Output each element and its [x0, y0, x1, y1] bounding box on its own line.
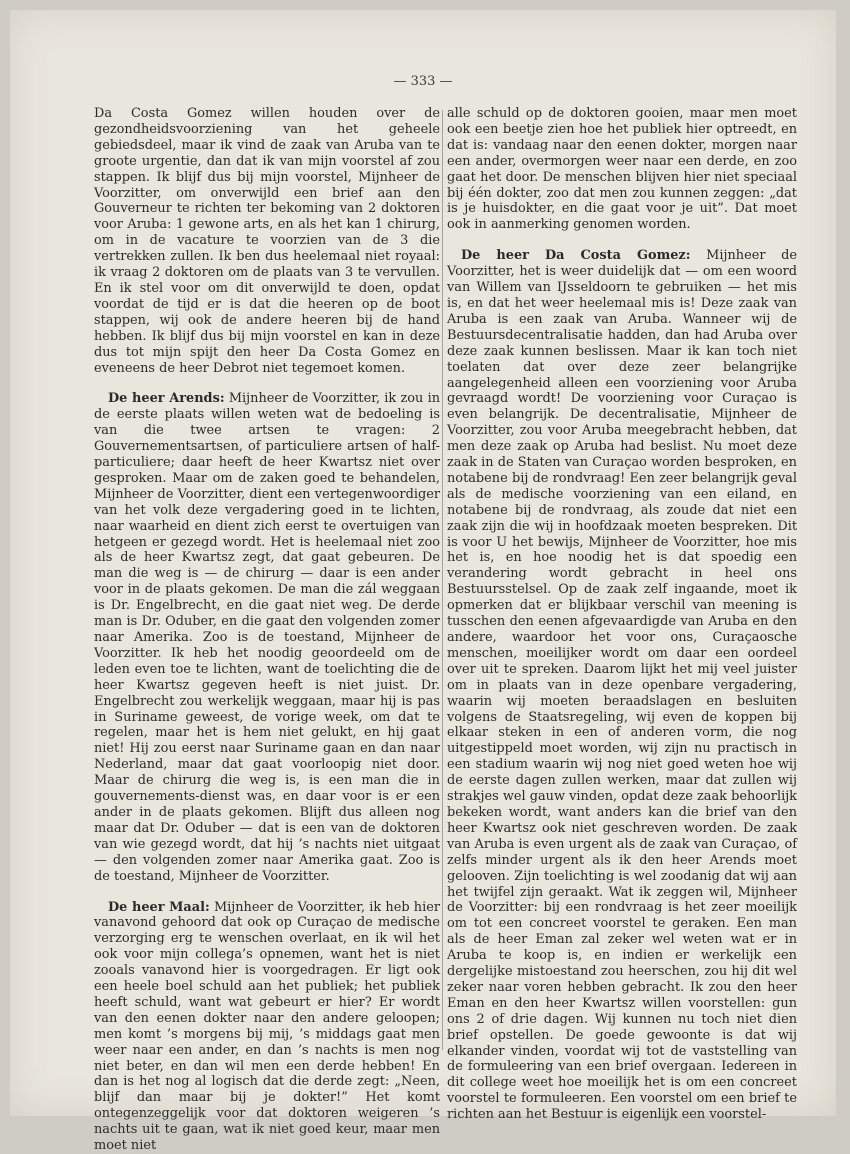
left-column [94, 106, 440, 1154]
paragraph [94, 106, 440, 376]
paragraph [94, 900, 440, 1154]
paragraph-text: Mijnheer de Voorzitter, ik heb hier vanavond gehoord dat ook op Curaçao de medische verzorging erg te wenschen overlaat, en ik wil het ook voor mijn collega’s opnemen, want het is niet zooals vanavond hier is voorgedragen. Er ligt ook een heele boel schuld aan het publiek; het publiek heeft schuld, want wat gebeurt er hier? Er wordt van den eenen dokter naar den andere geloopen; men komt ’s morgens bij mij, ’s middags gaat men weer naar een ander, en dan ’s nachts is men nog niet beter, en dan wil men een derde hebben! En dan is het nog al logisch dat die derde zegt: „Neen, blijf dan maar bij je dokter!” Het komt ontegenzeggelijk voor dat doktoren weigeren ’s nachts uit te gaan, wat ik niet goed keur, maar men moet niet [94, 900, 440, 1154]
speaker-name: De heer Maal: [108, 900, 210, 915]
paragraph-text: Mijnheer de Voorzitter, het is weer duidelijk dat — om een woord van Willem van IJsseldoorn te gebruiken — het mis is, en dat het weer heelemaal mis is! Deze zaak van Aruba is een zaak van Aruba. Wanneer wij de Bestuursdecentralisatie hadden, dan had Aruba over deze zaak kunnen beslissen. Maar ik kan toch niet toelaten dat over deze zeer belangrijke aangelegenheid alleen een voorziening voor Aruba gevraagd wordt! De voorziening voor Curaçao is even belangrijk. De decentralisatie, Mijnheer de Voorzitter, zou voor Aruba meegebracht hebben, dat men deze zaak op Aruba had beslist. Nu moet deze zaak in de Staten van Curaçao worden besproken, en notabene bij de rondvraag! Een zeer belangrijk geval als de medische voorziening van een eiland, en notabene bij de rondvraag, als zoude dat niet een zaak zijn die wij in hoofdzaak moeten bespreken. Dit is voor U het bewijs, Mijnheer de Voorzitter, hoe mis het is, en hoe noodig het is dat spoedig een verandering wordt gebracht in heel ons Bestuursstelsel. Op de zaak zelf ingaande, moet ik opmerken dat er blijkbaar verschil van meening is tusschen den eenen afgevaardigde van Aruba en den andere, waardoor het voor ons, Curaçaosche menschen, moeilijker wordt om daar een oordeel over uit te spreken. Daarom lijkt het mij veel juister om in plaats van in deze openbare vergadering, waarin wij moeten beraadslagen en besluiten volgens de Staatsregeling, wij even de koppen bij elkaar steken in een of anderen vorm, die nog uitgestippeld moet worden, wij zijn nu practisch in een stadium waarin wij nog niet goed weten hoe wij de eerste dagen zullen werken, maar dat zullen wij strakjes wel gauw vinden, opdat deze zaak behoorlijk bekeken wordt, want anders kan die brief van den heer Kwartsz ook niet geschreven worden. De zaak van Aruba is even urgent als de zaak van Curaçao, of zelfs minder urgent als ik den heer Arends moet gelooven. Zijn toelichting is wel zoodanig dat wij aan het twijfel zijn geraakt. Wat ik zeggen wil, Mijnheer de Voorzitter: bij een rondvraag is het zeer moeilijk om tot een concreet voorstel te geraken. Een man als de heer Eman zal zeker wel weten wat er in Aruba te koop is, en indien er werkelijk een dergelijke mistoestand zou heerschen, zou hij dit wel zeker naar voren hebben gebracht. Ik zou den heer Eman en den heer Kwartsz willen voorstellen: gun ons 2 of drie dagen. Wij kunnen nu toch niet dien brief opstellen. De goede gewoonte is dat wij elkander vinden, voordat wij tot de vaststelling van de formuleering van een brief overgaan. Iedereen in dit college weet hoe moeilijk het is om een concreet voorstel te formuleeren. Een voorstel om een brief te richten aan het Bestuur is eigenlijk een voorstel- [447, 248, 797, 1122]
speaker-name: De heer Arends: [108, 391, 225, 406]
speaker-name: De heer Da Costa Gomez: [461, 248, 691, 263]
paragraph-text: alle schuld op de doktoren gooien, maar men moet ook een beetje zien hoe het publiek hier optreedt, en dat is: vandaag naar den eenen dokter, morgen naar een ander, overmorgen weer naar een derde, en zoo gaat het door. De menschen blijven hier niet speciaal bij één dokter, zoo dat men zou kunnen zeggen: „dat is je huisdokter, en die gaat voor je uit”. Dat moet ook in aanmerking genomen worden. [447, 106, 797, 232]
right-column [447, 106, 797, 1123]
document-page [10, 10, 836, 1116]
paragraph [447, 106, 797, 233]
paragraph-text: Da Costa Gomez willen houden over de gezondheidsvoorziening van het geheele gebiedsdeel, maar ik vind de zaak van Aruba van te groote urgentie, dan dat ik van mijn voorstel af zou stappen. Ik blijf dus bij mijn voorstel, Mijnheer de Voorzitter, om onverwijld een brief aan den Gouverneur te richten ter bekoming van 2 doktoren voor Aruba: 1 gewone arts, en als het kan 1 chirurg, om in de vacature te voorzien van de 3 die vertrekken zullen. Ik ben dus heelemaal niet royaal: ik vraag 2 doktoren om de plaats van 3 te vervullen. En ik stel voor om dit onverwijld te doen, opdat voordat de tijd er is dat die heeren op de boot stappen, wij ook de andere heeren bij de hand hebben. Ik blijf dus bij mijn voorstel en kan in deze dus tot mijn spijt den heer Da Costa Gomez en eveneens de heer Debrot niet tegemoet komen. [94, 106, 440, 376]
paragraph [94, 391, 440, 884]
paragraph-text: Mijnheer de Voorzitter, ik zou in de eerste plaats willen weten wat de bedoeling is van die twee artsen te vragen: 2 Gouvernementsartsen, of particuliere artsen of half-particuliere; daar heeft de heer Kwartsz niet over gesproken. Maar om de zaken goed te behandelen, Mijnheer de Voorzitter, dient een vertegenwoordiger van het volk deze vergadering goed in te lichten, naar waarheid en dient zich eerst te overtuigen van hetgeen er gezegd wordt. Het is heelemaal niet zoo als de heer Kwartsz zegt, dat gaat gebeuren. De man die weg is — de chirurg — daar is een ander voor in de plaats gekomen. De man die zál weggaan is Dr. Engelbrecht, en die gaat niet weg. De derde man is Dr. Oduber, en die gaat den volgenden zomer naar Amerika. Zoo is de toestand, Mijnheer de Voorzitter. Ik heb het noodig geoordeeld om de leden even toe te lichten, want de toelichting die de heer Kwartsz gegeven heeft is niet juist. Dr. Engelbrecht zou werkelijk weggaan, maar hij is pas in Suriname geweest, de vorige week, om dat te regelen, maar het is hem niet gelukt, en hij gaat niet! Hij zou eerst naar Suriname gaan en dan naar Nederland, maar dat gaat voorloopig niet door. Maar de chirurg die weg is, is een man die in gouvernements-dienst was, en daar voor is er een ander in de plaats gekomen. Blijft dus alleen nog maar dat Dr. Oduber — dat is een van de doktoren van wie gezegd wordt, dat hij ’s nachts niet uitgaat — den volgenden zomer naar Amerika gaat. Zoo is de toestand, Mijnheer de Voorzitter. [94, 391, 440, 883]
page-number: — 333 — [10, 74, 836, 89]
paragraph [447, 248, 797, 1123]
